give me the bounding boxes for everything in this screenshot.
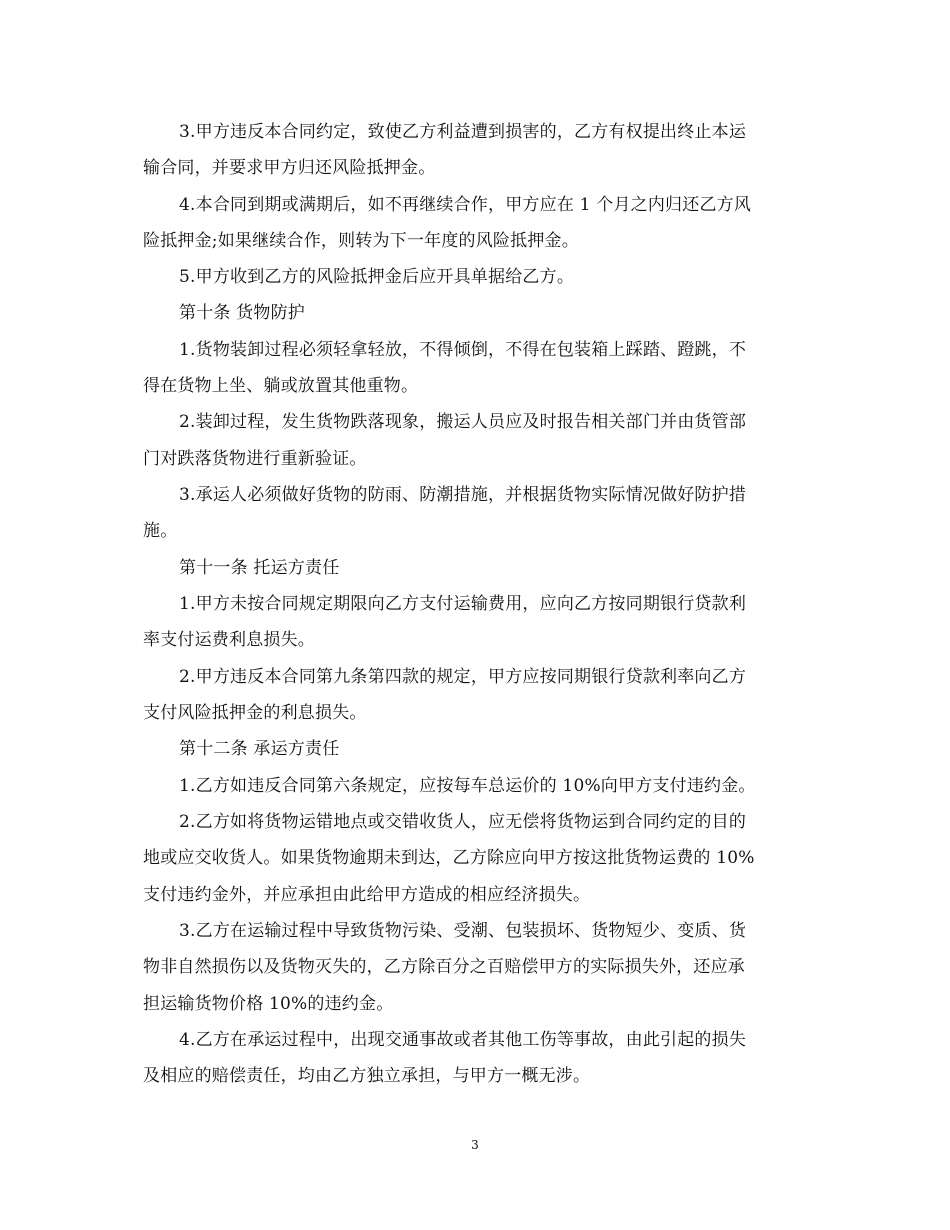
text-line: 施。 [143,521,178,541]
text-line: 3.甲方违反本合同约定，致使乙方利益遭到损害的，乙方有权提出终止本运 [179,122,747,142]
text-line: 2.甲方违反本合同第九条第四款的规定，甲方应按同期银行贷款利率向乙方 [179,667,747,687]
text-line: 1.乙方如违反合同第六条规定，应按每车总运价的 10%向甲方支付违约金。 [179,776,756,796]
text-line: 及相应的赔偿责任，均由乙方独立承担，与甲方一概无涉。 [143,1066,591,1086]
text-line: 得在货物上坐、躺或放置其他重物。 [143,376,419,396]
text-line: 1.甲方未按合同规定期限向乙方支付运输费用，应向乙方按同期银行贷款利 [179,594,747,614]
section-heading: 第十一条 托运方责任 [179,558,340,578]
text-line: 地或应交收货人。如果货物逾期未到达，乙方除应向甲方按这批货物运费的 10% [143,848,755,868]
text-line: 率支付运费利息损失。 [143,630,315,650]
text-line: 3.承运人必须做好货物的防雨、防潮措施，并根据货物实际情况做好防护措 [179,485,747,505]
text-line: 支付风险抵押金的利息损失。 [143,703,367,723]
text-line: 2.乙方如将货物运错地点或交错收货人，应无偿将货物运到合同约定的目的 [179,812,747,832]
text-line: 5.甲方收到乙方的风险抵押金后应开具单据给乙方。 [179,267,575,287]
page-number: 3 [471,1138,479,1152]
text-line: 担运输货物价格 10%的违约金。 [143,994,394,1014]
text-line: 险抵押金;如果继续合作，则转为下一年度的风险抵押金。 [143,231,579,251]
text-line: 物非自然损伤以及货物灭失的，乙方除百分之百赔偿甲方的实际损失外，还应承 [143,957,745,977]
text-line: 3.乙方在运输过程中导致货物污染、受潮、包装损坏、货物短少、变质、货 [179,921,747,941]
text-line: 输合同，并要求甲方归还风险抵押金。 [143,158,436,178]
text-line: 支付违约金外，并应承担由此给甲方造成的相应经济损失。 [143,885,591,905]
text-line: 4.乙方在承运过程中，出现交通事故或者其他工伤等事故，由此引起的损失 [179,1030,747,1050]
text-line: 4.本合同到期或满期后，如不再继续合作，甲方应在 1 个月之内归还乙方风 [179,195,752,215]
section-heading: 第十条 货物防护 [179,303,306,323]
text-line: 门对跌落货物进行重新验证。 [143,449,367,469]
section-heading: 第十二条 承运方责任 [179,739,340,759]
text-line: 2.装卸过程，发生货物跌落现象，搬运人员应及时报告相关部门并由货管部 [179,412,747,432]
text-line: 1.货物装卸过程必须轻拿轻放，不得倾倒，不得在包装箱上踩踏、蹬跳，不 [179,340,747,360]
